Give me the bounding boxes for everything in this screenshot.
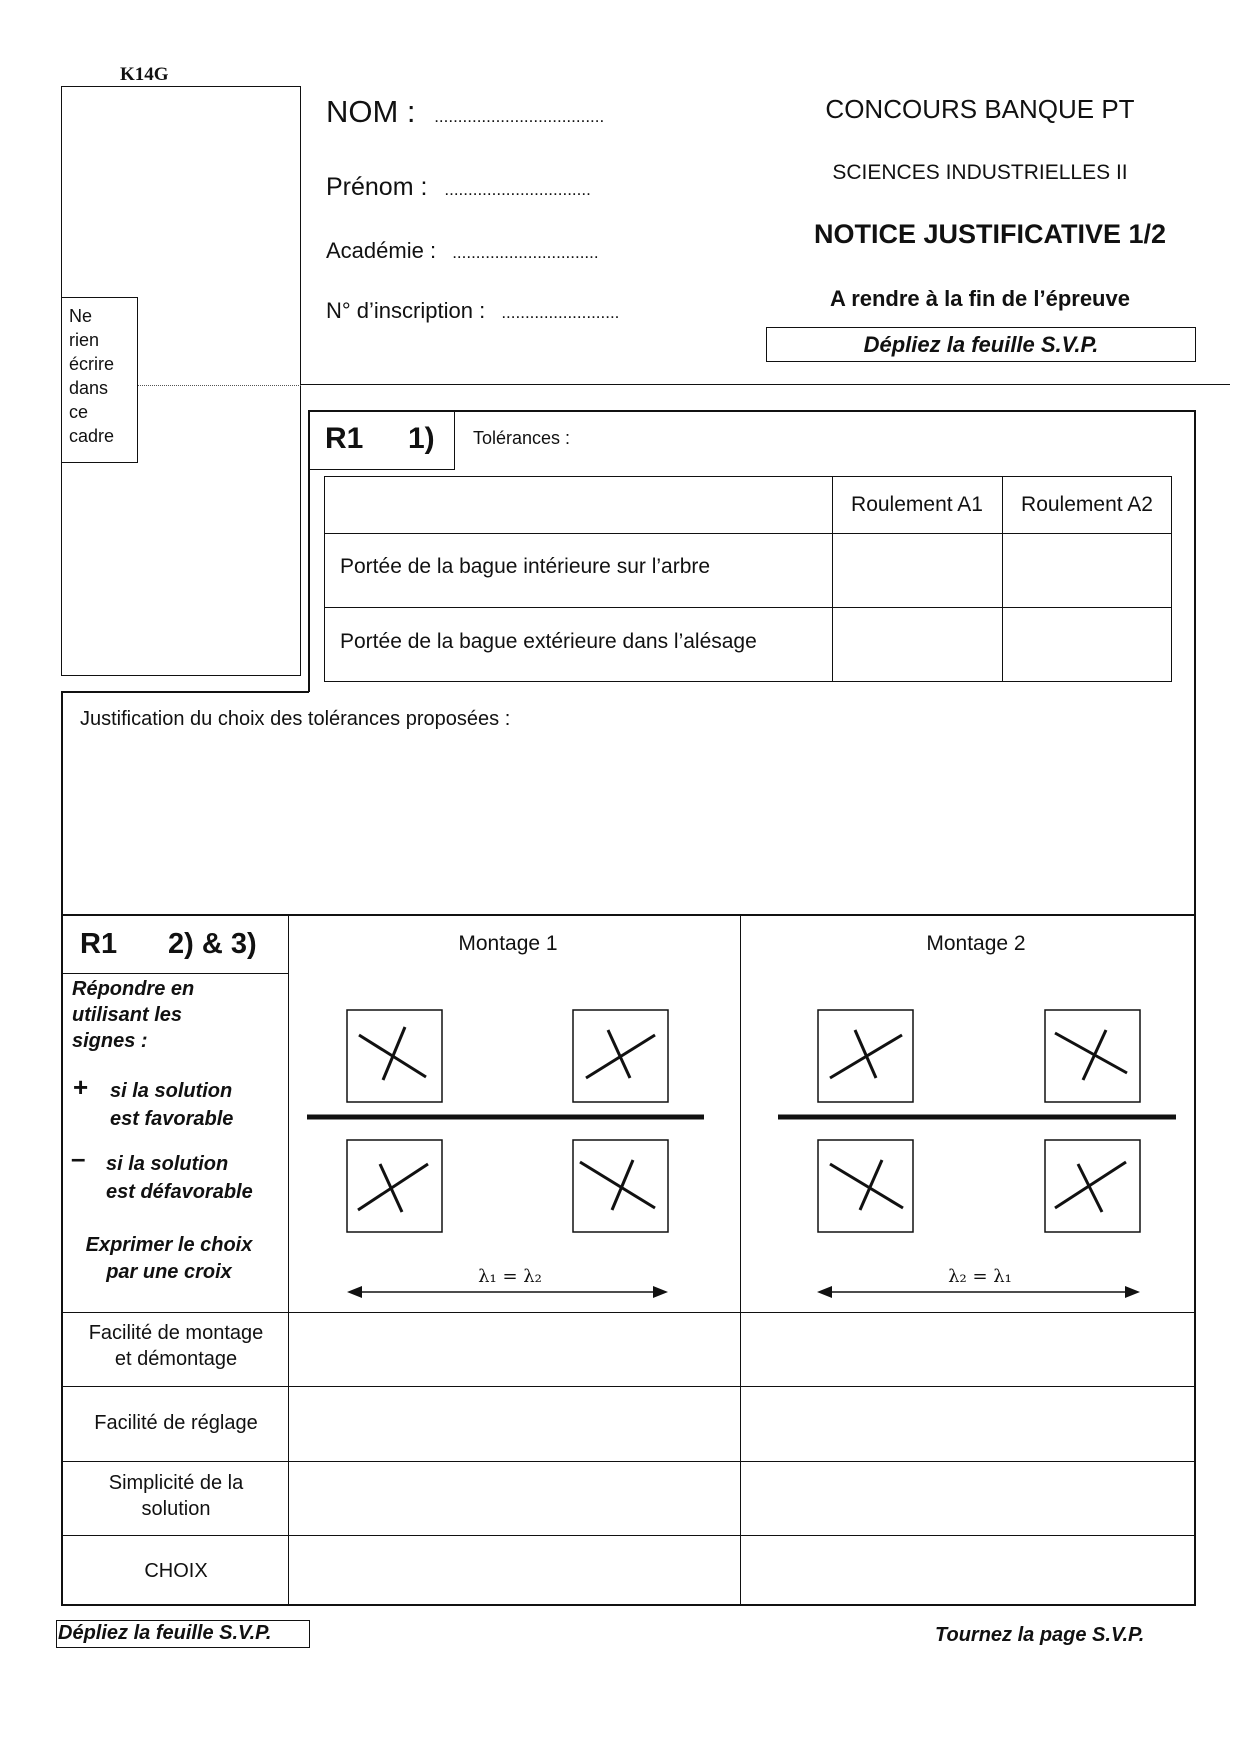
montage-1-bearing-top-left	[347, 1010, 442, 1102]
montage-1-bearing-top-right	[573, 1010, 668, 1102]
depliez-top-text: Dépliez la feuille S.V.P.	[863, 332, 1099, 357]
matiere-title: SCIENCES INDUSTRIELLES II	[832, 161, 1128, 184]
criteria-sep-3	[61, 1535, 1196, 1536]
montage-1-title: Montage 1	[458, 932, 558, 955]
tournez-text: Tournez la page S.V.P.	[935, 1624, 1145, 1646]
row-label-inner-ring: Portée de la bague intérieure sur l’arbre	[340, 555, 711, 578]
criterion-reglage-label: Facilité de réglage	[94, 1412, 258, 1434]
col-header-a2: Roulement A2	[1021, 493, 1153, 516]
montage-2-title: Montage 2	[926, 932, 1026, 955]
montage-1-bearing-bottom-left	[347, 1140, 442, 1232]
nom-label: NOM :	[326, 94, 416, 129]
academie-dots: ...............................	[452, 243, 599, 262]
r1-part23-num: 2) & 3)	[168, 928, 257, 960]
answer-montage2-facilite-montage[interactable]	[742, 1314, 1194, 1384]
justification-label: Justification du choix des tolérances proposées :	[80, 708, 511, 730]
prenom-label: Prénom :	[326, 173, 428, 201]
no-write-text: Ne rien écrire dans ce cadre	[69, 306, 115, 446]
answer-montage1-simplicite[interactable]	[290, 1463, 738, 1533]
montage-2-bearing-bottom-left	[818, 1140, 913, 1232]
minus-text: si la solution est défavorable	[106, 1153, 253, 1203]
col-header-a1: Roulement A1	[851, 493, 983, 516]
tolerances-label: Tolérances :	[473, 428, 571, 448]
inscription-dots: .........................	[501, 303, 620, 322]
montage-1-lambda: λ₁ = λ₂	[478, 1266, 542, 1287]
r1-part1-tag: R1	[325, 422, 364, 455]
answer-montage1-choix[interactable]	[290, 1537, 738, 1604]
montage-2-distance-arrow	[817, 1286, 1140, 1298]
instructions-block: Répondre en utilisant les signes :	[72, 978, 195, 1052]
answer-montage2-simplicite[interactable]	[742, 1463, 1194, 1533]
r1-part1-num: 1)	[408, 422, 435, 455]
criterion-simplicite-label: Simplicité de la solution	[108, 1472, 244, 1520]
notice-title: NOTICE JUSTIFICATIVE 1/2	[813, 219, 1167, 249]
choice-instructions: Exprimer le choix par une croix	[85, 1234, 253, 1283]
criterion-choix-label: CHOIX	[144, 1560, 208, 1582]
plus-text: si la solution est favorable	[110, 1080, 234, 1130]
exam-code: K14G	[120, 64, 169, 85]
minus-sign: –	[71, 1143, 86, 1173]
montage-2-bearing-bottom-right	[1045, 1140, 1140, 1232]
criteria-sep-0	[61, 1312, 1196, 1313]
prenom-dots: ...............................	[444, 180, 591, 199]
criteria-sep-2	[61, 1461, 1196, 1462]
r1-part23-tag: R1	[80, 928, 118, 960]
criterion-montage-label: Facilité de montage et démontage	[88, 1322, 264, 1370]
answer-montage1-facilite-montage[interactable]	[290, 1314, 738, 1384]
montage-2-lambda: λ₂ = λ₁	[948, 1266, 1012, 1287]
montage-2-bearing-top-left	[818, 1010, 913, 1102]
montage-2-bearing-top-right	[1045, 1010, 1140, 1102]
plus-sign: +	[73, 1072, 89, 1102]
row-label-outer-ring: Portée de la bague extérieure dans l’alésage	[340, 630, 757, 653]
answer-montage1-facilite-reglage[interactable]	[290, 1388, 738, 1459]
answer-montage2-choix[interactable]	[742, 1537, 1194, 1604]
answer-montage2-facilite-reglage[interactable]	[742, 1388, 1194, 1459]
inscription-label: N° d’inscription :	[326, 298, 486, 323]
rendre-text: A rendre à la fin de l’épreuve	[830, 286, 1130, 311]
criteria-sep-1	[61, 1386, 1196, 1387]
montage-1-distance-arrow	[347, 1286, 668, 1298]
depliez-bottom-text: Dépliez la feuille S.V.P.	[58, 1622, 272, 1644]
montage-1-bearing-bottom-right	[573, 1140, 668, 1232]
nom-dots: ....................................	[434, 107, 605, 126]
academie-label: Académie :	[326, 238, 437, 263]
concours-title: CONCOURS BANQUE PT	[825, 94, 1135, 124]
